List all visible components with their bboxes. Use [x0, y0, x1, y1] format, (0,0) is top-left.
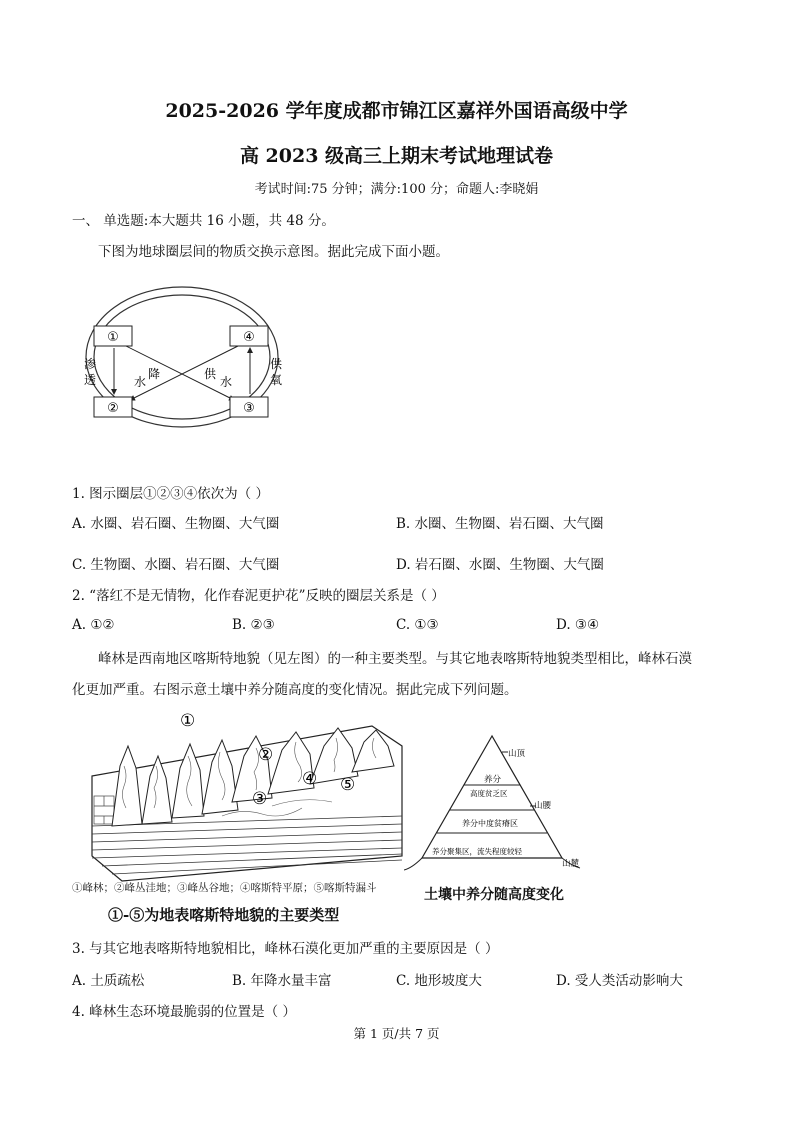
label-oxygen-2: 氧: [270, 373, 283, 387]
q1-option-a[interactable]: A. 水圈、岩石圈、生物圈、大气圈: [72, 516, 280, 532]
karst-marker-3: ③: [252, 789, 268, 809]
karst-marker-5: ⑤: [340, 775, 356, 795]
karst-legend: ①峰林；②峰丛洼地；③峰丛谷地；④喀斯特平原；⑤喀斯特漏斗: [72, 882, 377, 894]
soil-nutrient-diagram: [404, 730, 584, 880]
q2-option-c[interactable]: C. ①③: [396, 617, 439, 633]
label-rain-1: 水: [134, 375, 147, 389]
q4-stem: 4. 峰林生态环境最脆弱的位置是（ ）: [72, 1004, 296, 1020]
sphere-label-3: ③: [243, 401, 255, 416]
q3-stem: 3. 与其它地表喀斯特地貌相比，峰林石漠化更加严重的主要原因是（ ）: [72, 941, 499, 957]
q1-option-c[interactable]: C. 生物圈、水圈、岩石圈、大气圈: [72, 557, 280, 573]
label-supply-1: 供: [204, 367, 217, 381]
exam-title-line2: 高 2023 级高三上期末考试地理试卷: [239, 145, 554, 167]
q2-stem: 2. “落红不是无情物，化作春泥更护花”反映的圈层关系是（ ）: [72, 588, 445, 604]
soil-layer1-a: 养分: [484, 775, 502, 785]
sphere-label-2: ②: [107, 401, 119, 416]
soil-layer1-b: 高度贫乏区: [470, 789, 508, 798]
q1-option-b[interactable]: B. 水圈、生物圈、岩石圈、大气圈: [396, 516, 604, 532]
soil-waist-label: 山腰: [534, 801, 552, 811]
q3-option-a[interactable]: A. 土质疏松: [72, 973, 145, 989]
q1-stem: 1. 图示圈层①②③④依次为（ ）: [72, 486, 269, 502]
label-seep-1: 渗: [84, 357, 97, 371]
soil-layer2: 养分中度贫瘠区: [462, 819, 518, 828]
karst-block-diagram: [72, 706, 412, 896]
soil-foot-label: 山麓: [562, 859, 580, 869]
label-rain-2: 降: [148, 367, 161, 381]
q2-option-a[interactable]: A. ①②: [72, 617, 115, 633]
sphere-label-1: ①: [107, 330, 119, 345]
sphere-exchange-diagram: [74, 282, 294, 432]
exam-title-line1: 2025-2026 学年度成都市锦江区嘉祥外国语高级中学: [165, 100, 628, 122]
diagram1-intro: 下图为地球圈层间的物质交换示意图。据此完成下面小题。: [98, 244, 449, 260]
label-supply-2: 水: [220, 375, 233, 389]
section-heading: 一、 单选题:本大题共 16 小题，共 48 分。: [72, 213, 335, 229]
q3-option-c[interactable]: C. 地形坡度大: [396, 973, 482, 989]
label-oxygen-1: 供: [270, 357, 283, 371]
q3-option-d[interactable]: D. 受人类活动影响大: [556, 973, 683, 989]
soil-layer3: 养分聚集区，流失程度较轻: [432, 847, 522, 856]
soil-top-label: 山顶: [508, 749, 526, 759]
page-footer: 第 1 页/共 7 页: [353, 1026, 440, 1041]
q3-option-b[interactable]: B. 年降水量丰富: [232, 973, 332, 989]
sphere-label-4: ④: [243, 330, 255, 345]
passage2-line1: 峰林是西南地区喀斯特地貌（见左图）的一种主要类型。与其它地表喀斯特地貌类型相比，峰林石漠: [98, 651, 692, 667]
karst-marker-4: ④: [302, 769, 318, 789]
exam-info: 考试时间:75 分钟；满分:100 分；命题人:李晓娟: [254, 182, 539, 197]
q2-option-b[interactable]: B. ②③: [232, 617, 275, 633]
q2-option-d[interactable]: D. ③④: [556, 617, 600, 633]
passage2-line2: 化更加严重。右图示意土壤中养分随高度的变化情况。据此完成下列问题。: [72, 682, 518, 698]
karst-marker-2: ②: [258, 745, 274, 765]
karst-marker-1: ①: [180, 711, 196, 731]
label-seep-2: 透: [84, 373, 97, 387]
q1-option-d[interactable]: D. 岩石圈、水圈、生物圈、大气圈: [396, 557, 604, 573]
karst-caption: ①-⑤为地表喀斯特地貌的主要类型: [108, 906, 340, 924]
soil-caption: 土壤中养分随高度变化: [424, 887, 564, 903]
